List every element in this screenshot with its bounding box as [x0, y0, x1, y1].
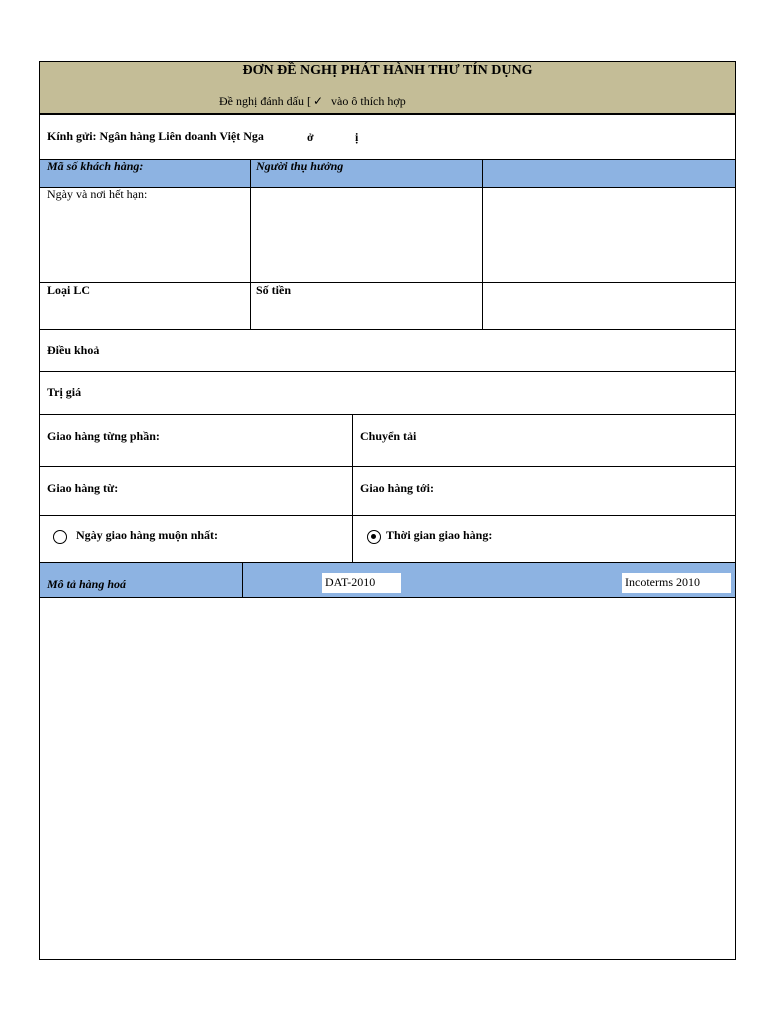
- addressee-fragment-1: ở: [307, 130, 314, 144]
- instruction-suffix: vào ô thích hợp: [331, 94, 406, 108]
- divider: [242, 562, 243, 598]
- instruction-prefix: Đề nghị đánh dấu [: [219, 94, 311, 108]
- incoterms-field[interactable]: Incoterms 2010: [622, 573, 731, 593]
- terms-label: Điều khoả: [47, 343, 100, 357]
- lc-type-label: Loại LC: [47, 283, 91, 297]
- delivery-time-radio[interactable]: [367, 530, 381, 544]
- delivery-time-label: Thời gian giao hàng:: [386, 528, 493, 542]
- form-header: [40, 62, 735, 114]
- value-label: Trị giá: [47, 385, 82, 399]
- addressee-label: Kính gửi: Ngân hàng Liên doanh Việt Nga: [47, 129, 264, 143]
- addressee-fragment-2: ị: [355, 130, 359, 144]
- divider: [40, 515, 735, 516]
- form-title: ĐƠN ĐỀ NGHỊ PHÁT HÀNH THƯ TÍN DỤNG: [242, 63, 533, 78]
- divider: [352, 414, 353, 563]
- latest-date-radio[interactable]: [53, 530, 67, 544]
- partial-shipment-label: Giao hàng từng phần:: [47, 429, 160, 443]
- divider: [482, 159, 483, 330]
- transshipment-label: Chuyển tải: [360, 429, 417, 443]
- lc-application-form: [39, 61, 736, 960]
- divider: [40, 414, 735, 415]
- expiry-label: Ngày và nơi hết hạn:: [47, 187, 148, 201]
- customer-beneficiary-band: [40, 159, 735, 188]
- beneficiary-label: Người thụ hưởng: [256, 159, 344, 173]
- divider: [40, 371, 735, 372]
- instruction-text: [219, 94, 406, 109]
- amount-label: Số tiền: [256, 283, 292, 297]
- goods-description-area[interactable]: [40, 599, 735, 959]
- divider: [40, 329, 735, 330]
- term-code-field[interactable]: DAT-2010: [322, 573, 401, 593]
- divider: [40, 466, 735, 467]
- latest-date-label: Ngày giao hàng muộn nhất:: [76, 528, 219, 542]
- customer-code-label: Mã số khách hàng:: [47, 159, 144, 173]
- radio-selected-dot: [371, 534, 376, 539]
- divider: [40, 282, 735, 283]
- ship-from-label: Giao hàng từ:: [47, 481, 119, 495]
- divider: [40, 114, 735, 115]
- ship-to-label: Giao hàng tới:: [360, 481, 434, 495]
- goods-label: Mô tả hàng hoá: [47, 577, 127, 591]
- divider: [250, 159, 251, 330]
- check-mark-icon: ✓: [312, 94, 324, 108]
